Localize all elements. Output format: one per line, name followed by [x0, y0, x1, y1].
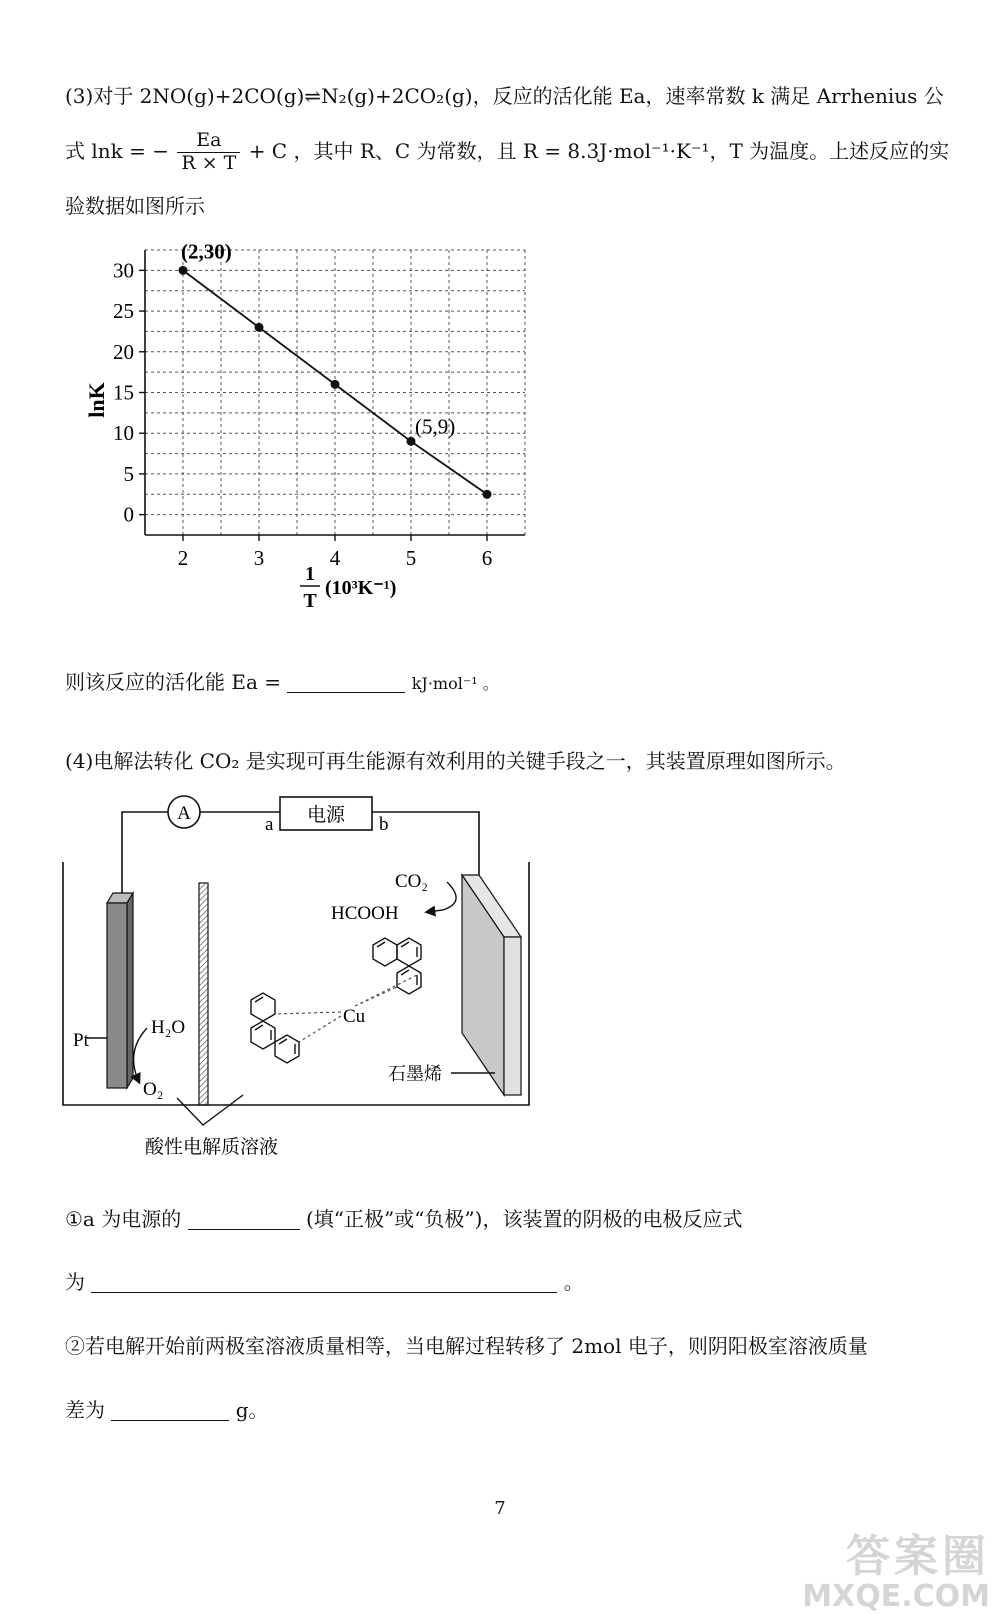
y-tick-label: 15	[113, 380, 134, 405]
cu-label: Cu	[343, 1006, 366, 1027]
q3-line-2	[65, 130, 949, 175]
phenanthrene-ligand-lower	[251, 993, 299, 1063]
q4-sub1-line-1	[65, 1203, 742, 1232]
h2o-label: H₂O	[151, 1017, 186, 1038]
q3-answer-prefix: 则该反应的活化能 Ea =	[65, 670, 281, 694]
pt-electrode	[107, 903, 127, 1088]
terminal-a-label: a	[265, 814, 274, 835]
q4-sub2-line-2	[65, 1394, 269, 1423]
y-tick-label: 5	[123, 461, 134, 486]
q4-sub1-blank-equation[interactable]	[91, 1272, 557, 1293]
page-number: 7	[494, 1498, 506, 1519]
pt-electrode-side	[127, 893, 133, 1088]
chart-axes	[139, 250, 525, 541]
q3-line-1: (3)对于 2NO(g)+2CO(g)⇌N₂(g)+2CO₂(g)，反应的活化能 Ea，速率常数 k 满足 Arrhenius 公	[65, 84, 944, 108]
co2-label: CO₂	[395, 871, 429, 892]
x-axis-label-numerator: 1	[305, 563, 315, 585]
formula-suffix: + C ，其中 R、C 为常数，且 R = 8.3J·mol⁻¹·K⁻¹，T 为温度。上述反应的实	[248, 138, 950, 163]
q4-sub1-tail: (填“正极”或“负极”)，该装置的阴极的电极反应式	[305, 1207, 743, 1231]
x-tick-label: 6	[481, 546, 493, 570]
graphene-electrode-side	[504, 937, 521, 1095]
q3-answer-line	[65, 666, 499, 695]
h2o-to-o2-arrow	[134, 1028, 147, 1082]
watermark-logo	[802, 1531, 990, 1614]
o2-label: O₂	[143, 1079, 164, 1100]
x-tick-label: 4	[329, 546, 341, 570]
x-tick-label: 2	[177, 546, 189, 570]
q4-sub1-line2-end: 。	[563, 1270, 584, 1294]
hcooh-label: HCOOH	[331, 903, 399, 924]
y-tick-label: 10	[113, 421, 134, 446]
terminal-b-label: b	[379, 814, 389, 835]
pt-label: Pt	[73, 1030, 89, 1051]
annotation-point-5-9: (5,9)	[415, 414, 456, 439]
power-supply-label: 电源	[306, 804, 346, 826]
x-tick-label: 3	[253, 546, 265, 570]
q4-sub1-line-2	[65, 1266, 584, 1295]
formula-prefix: 式 lnk = −	[65, 138, 169, 163]
q3-line-3: 验数据如图所示	[65, 194, 205, 218]
watermark-cn: 答案圈	[846, 1531, 990, 1583]
y-tick-label: 0	[123, 502, 134, 527]
fraction-numerator: Ea	[177, 130, 240, 153]
electrolysis-diagram	[55, 790, 555, 1170]
q4-sub1-line2-prefix: 为	[65, 1270, 85, 1294]
data-point	[331, 380, 340, 389]
y-tick-label: 25	[113, 299, 134, 324]
fraction-denominator: R × T	[181, 151, 237, 174]
data-point	[255, 323, 264, 332]
ammeter-label: A	[177, 803, 191, 824]
y-tick-label: 30	[113, 258, 134, 283]
formula-fraction	[177, 130, 240, 175]
electrolyte-label: 酸性电解质溶液	[145, 1136, 279, 1158]
q4-sub2-blank-mass[interactable]	[111, 1400, 229, 1421]
q4-sub1-prefix: ①a 为电源的	[65, 1207, 182, 1231]
phenanthrene-ligand-upper	[373, 938, 421, 994]
q3-answer-blank[interactable]	[287, 672, 405, 693]
q4-sub2-line-1: ②若电解开始前两极室溶液质量相等，当电解过程转移了 2mol 电子，则阴阳极室溶液质量	[65, 1334, 868, 1358]
y-tick-label: 20	[113, 339, 134, 364]
x-axis-label-denominator: T	[303, 590, 317, 612]
watermark-en: MXQE.COM	[802, 1578, 990, 1614]
membrane	[199, 883, 208, 1105]
y-axis-label: lnK	[84, 382, 109, 418]
q4-sub2-line2-prefix: 差为	[65, 1398, 105, 1422]
x-tick-label: 5	[405, 546, 417, 570]
chart-labels	[113, 239, 492, 570]
graphene-label: 石墨烯	[388, 1064, 442, 1085]
q4-intro: (4)电解法转化 CO₂ 是实现可再生能源有效利用的关键手段之一，其装置原理如图所示。	[65, 749, 846, 773]
q4-sub1-blank-pole[interactable]	[188, 1209, 300, 1230]
electrolyte-pointer	[177, 1095, 243, 1125]
arrhenius-chart	[60, 230, 560, 620]
q3-answer-unit: kJ·mol⁻¹ 。	[411, 674, 499, 693]
co2-to-hcooh-arrow	[427, 882, 456, 912]
data-point	[179, 266, 188, 275]
data-point	[483, 490, 492, 499]
x-axis-label-unit: (10³K⁻¹)	[325, 577, 397, 599]
q4-sub2-line2-end: g。	[235, 1398, 269, 1422]
annotation-point-2-30: (2,30)	[181, 239, 232, 264]
chart-grid	[145, 250, 525, 535]
